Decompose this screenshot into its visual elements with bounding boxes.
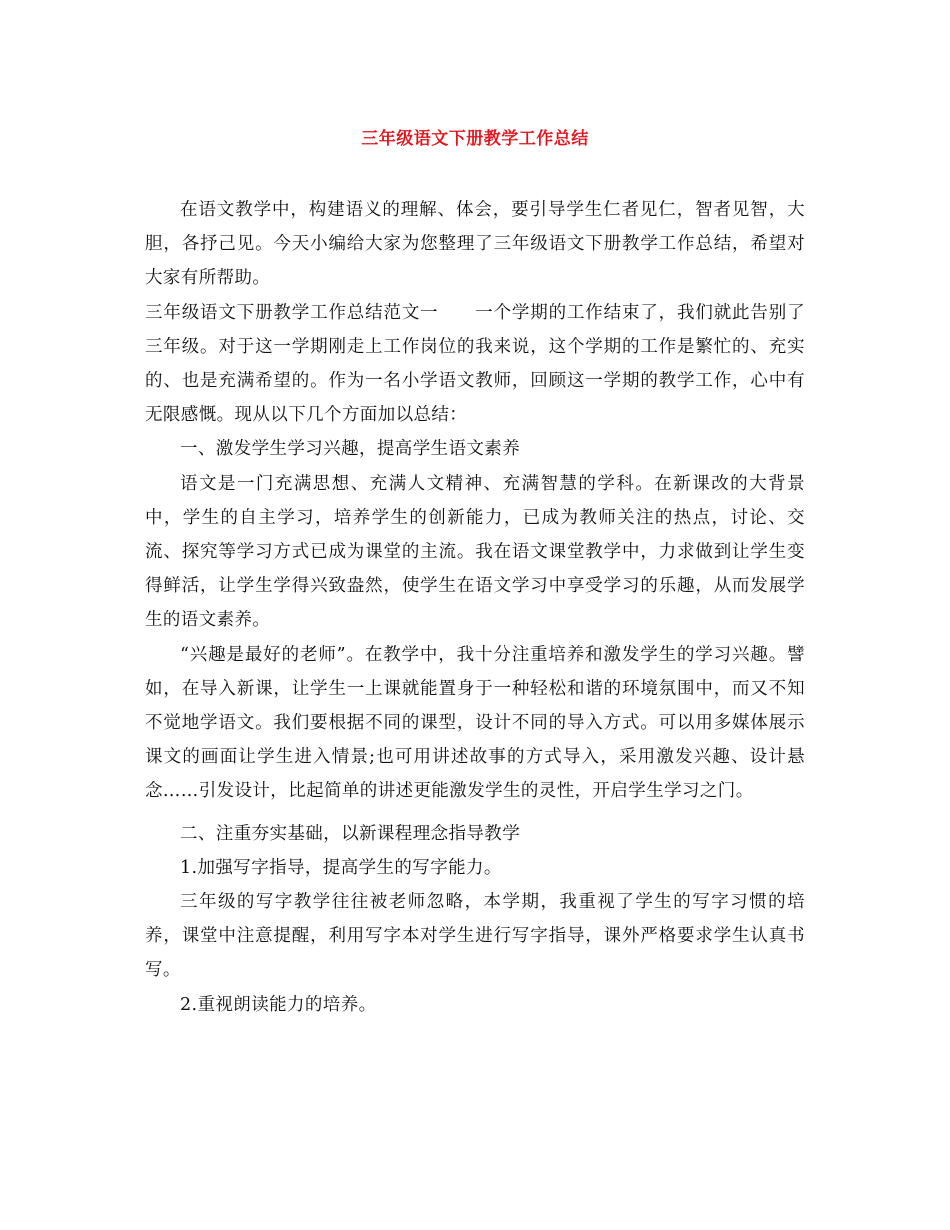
subsection-heading-1: 1.加强写字指导，提高学生的写字能力。 <box>180 857 502 878</box>
body-paragraph: 语文是一门充满思想、充满人文精神、充满智慧的学科。在新课改的大背景中，学生的自主学习，培养学生的创新能力，已成为教师关注的热点，讨论、交流、探究等学习方式已成为课堂的主流。我在语文课堂教学中，力求做到让学生变得鲜活，让学生学得兴致盎然，使学生在语文学习中享受学习的乐趣，从而发展学生的语文素养。 <box>145 473 805 631</box>
section-heading-2: 二、注重夯实基础，以新课程理念指导教学 <box>180 823 521 844</box>
section-heading-1: 一、激发学生学习兴趣，提高学生语文素养 <box>180 439 521 460</box>
document-title: 三年级语文下册教学工作总结 <box>361 129 589 149</box>
body-paragraph: “兴趣是最好的老师”。在教学中，我十分注重培养和激发学生的学习兴趣。譬如，在导入新课，让学生一上课就能置身于一种轻松和谐的环境氛围中，而又不知不觉地学语文。我们要根据不同的课型，设计不同的导入方式。可以用多媒体展示课文的画面让学生进入情景;也可用讲述故事的方式导入，采用激发兴趣、设计悬念……引发设计，比起简单的讲述更能激发学生的灵性，开启学生学习之门。 <box>145 644 805 802</box>
document-body <box>145 193 805 1022</box>
intro-paragraph: 在语文教学中，构建语义的理解、体会，要引导学生仁者见仁，智者见智，大胆，各抒己见。今天小编给大家为您整理了三年级语文下册教学工作总结，希望对大家有所帮助。 <box>145 200 805 289</box>
subsection-heading-2: 2.重视朗读能力的培养。 <box>180 994 377 1015</box>
sample-one-paragraph: 三年级语文下册教学工作总结范文一 一个学期的工作结束了，我们就此告别了三年级。对于这一学期刚走上工作岗位的我来说，这个学期的工作是繁忙的、充实的、也是充满希望的。作为一名小学语文教师，回顾这一学期的教学工作，心中有无限感慨。现从以下几个方面加以总结： <box>145 302 805 426</box>
body-paragraph: 三年级的写字教学往往被老师忽略，本学期，我重视了学生的写字习惯的培养，课堂中注意提醒，利用写字本对学生进行写字指导，课外严格要求学生认真书写。 <box>145 892 805 981</box>
